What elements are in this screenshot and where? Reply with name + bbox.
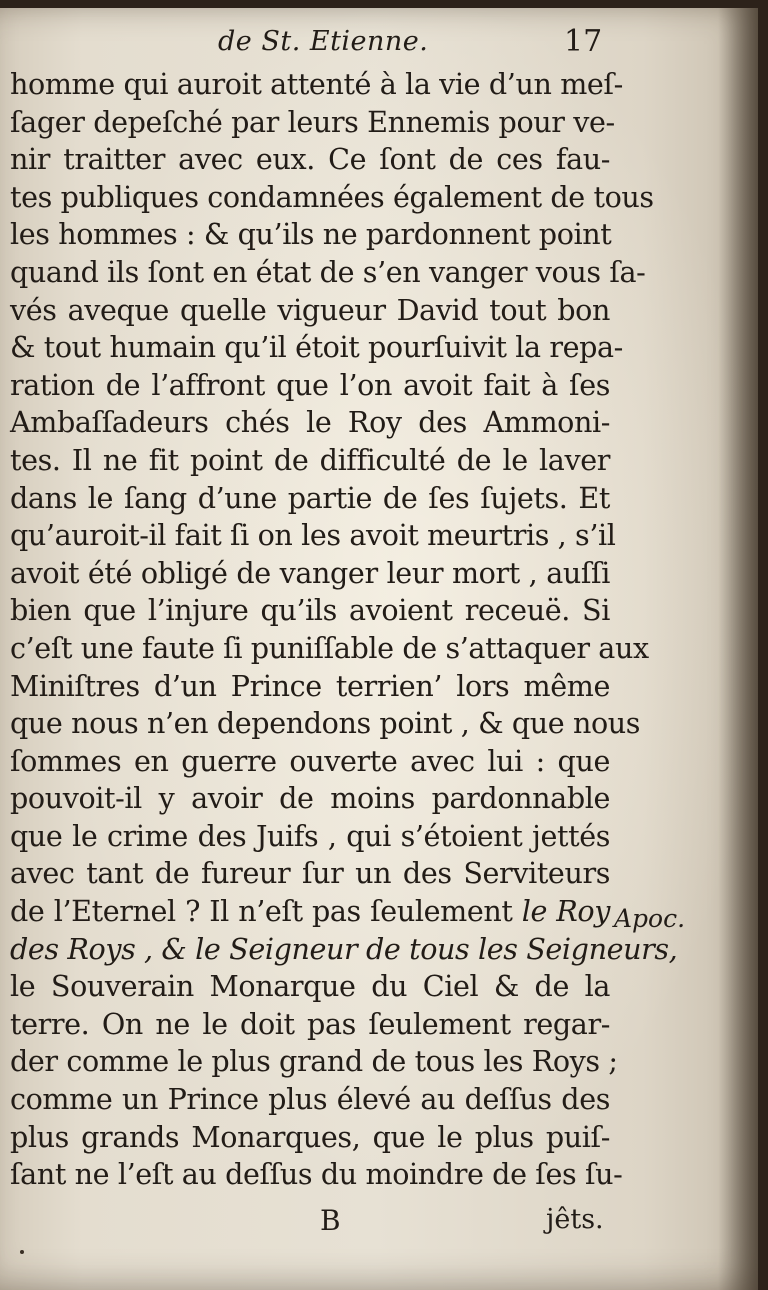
text-line: plus grands Monarques, que le plus puiſ- xyxy=(10,1119,610,1154)
text-line: dans le ſang d’une partie de ſes ſujets. Et xyxy=(10,480,610,515)
text-line: avec tant de fureur ſur un des Serviteurs xyxy=(10,856,610,891)
text-line: nir traitter avec eux. Ce ſont de ces fau- xyxy=(10,142,610,177)
text-line: terre. On ne le doit pas ſeulement regar- xyxy=(10,1006,610,1041)
text-line: der comme le plus grand de tous les Roys ; xyxy=(10,1044,618,1079)
text-line: pouvoit-il y avoir de moins pardonnable xyxy=(10,781,610,816)
text-line: ſant ne l’eſt au deſſus du moindre de ſes ſu- xyxy=(10,1157,623,1192)
text-line: avoit été obligé de vanger leur mort , auſſi xyxy=(10,555,610,590)
text-line: les hommes : & qu’ils ne pardonnent point xyxy=(10,217,612,252)
catchword: jêts. xyxy=(546,1204,604,1235)
text-line: c’eſt une faute ſi puniſſable de s’attaquer aux xyxy=(10,630,649,665)
text-line: quand ils ſont en état de s’en vanger vous ſa- xyxy=(10,254,646,289)
text-line: que le crime des Juifs , qui s’étoient jettés xyxy=(10,818,610,853)
signature-mark: B xyxy=(320,1204,341,1237)
text-line: que nous n’en dependons point , & que nous xyxy=(10,706,641,741)
ink-speck xyxy=(20,1250,24,1254)
text-line: comme un Prince plus élevé au deſſus des xyxy=(10,1082,610,1117)
text-line-mixed xyxy=(10,893,610,931)
page-footer xyxy=(0,1200,758,1240)
text-line: Miniſtres d’un Prince terrien’ lors même xyxy=(10,668,610,703)
page-header xyxy=(0,22,758,62)
text-line: le Souverain Monarque du Ciel & de la xyxy=(10,969,610,1004)
page-number: 17 xyxy=(564,24,603,59)
running-head: de St. Etienne. xyxy=(218,26,429,57)
text-line: Ambaſſadeurs chés le Roy des Ammoni- xyxy=(10,405,610,440)
text-line: ration de l’affront que l’on avoit fait à ſes xyxy=(10,367,610,402)
text-line: ſager depeſché par leurs Ennemis pour ve- xyxy=(10,104,615,139)
spine-shadow xyxy=(718,8,758,1290)
text-line-italic-tail: le Roy xyxy=(521,894,611,929)
book-page xyxy=(0,8,758,1290)
text-line-italic: des Roys , & le Seigneur de tous les Seigneurs, xyxy=(10,931,678,966)
text-line-roman: de l’Eternel ? Il n’eſt pas ſeulement xyxy=(10,894,513,929)
text-line: bien que l’injure qu’ils avoient receuë. Si xyxy=(10,593,610,628)
text-line: tes publiques condamnées également de tous xyxy=(10,179,654,214)
text-line: ſommes en guerre ouverte avec lui : que xyxy=(10,743,610,778)
text-line: vés aveque quelle vigueur David tout bon xyxy=(10,292,610,327)
text-line: tes. Il ne fit point de difficulté de le laver xyxy=(10,442,610,477)
text-line: homme qui auroit attenté à la vie d’un meſ- xyxy=(10,67,623,101)
margin-note: Apoc. xyxy=(614,904,686,933)
text-line: & tout humain qu’il étoit pourſuivit la repa- xyxy=(10,330,623,365)
text-line: qu’auroit-il fait ſi on les avoit meurtris , s’il xyxy=(10,518,616,553)
